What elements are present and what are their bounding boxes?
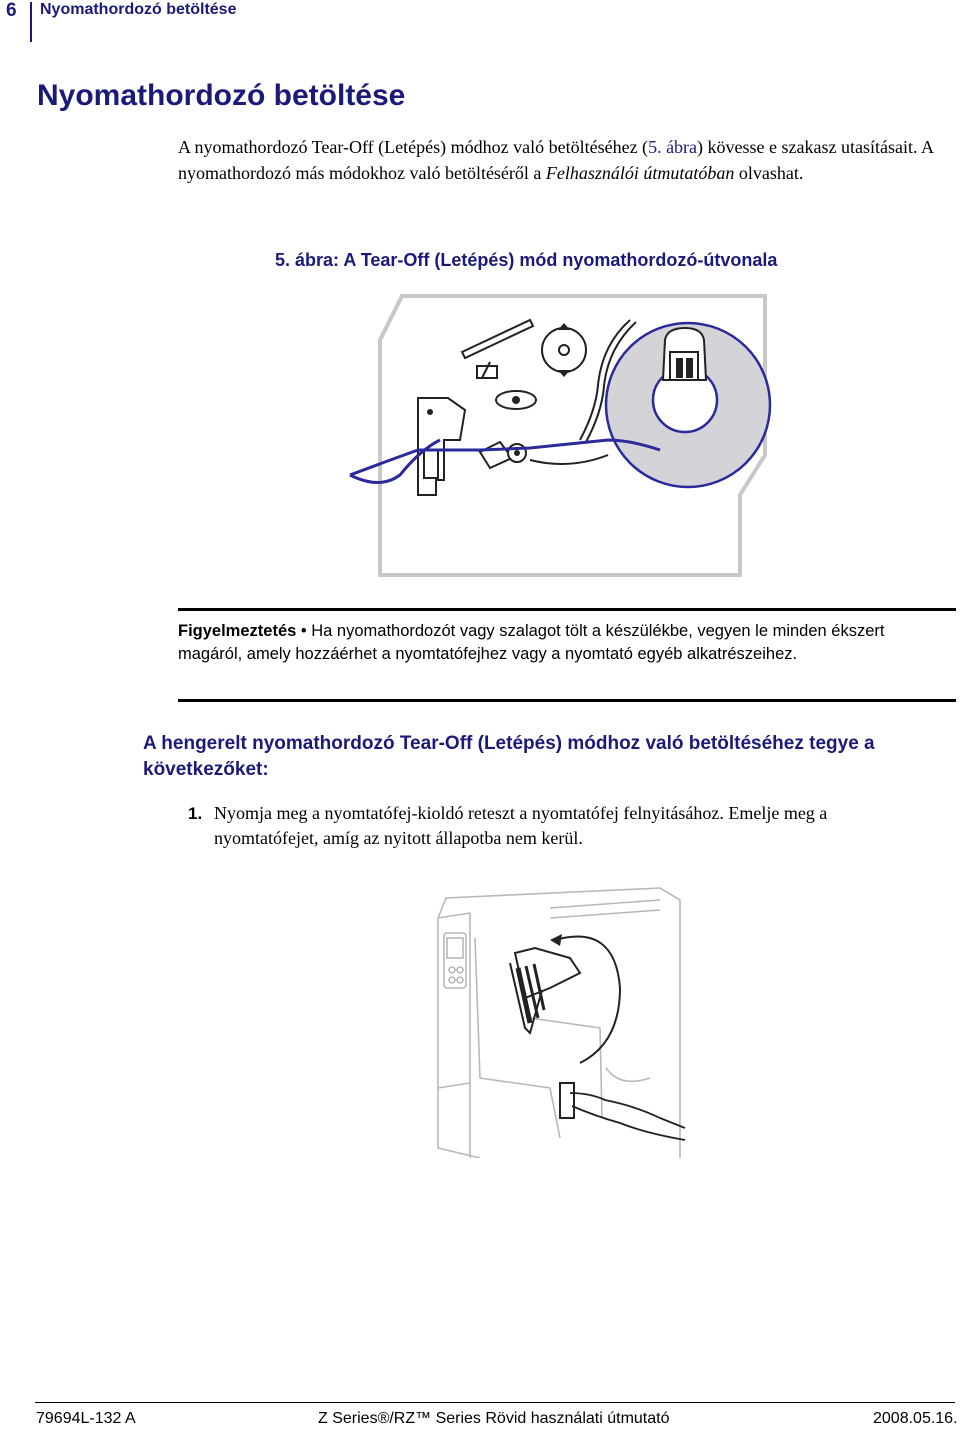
warning-note bbox=[178, 620, 948, 666]
footer-rule bbox=[35, 1402, 955, 1403]
warning-text: Ha nyomathordozót vagy szalagot tölt a készülékbe, vegyen le minden ékszert magáról, amely hozzáérhet a nyomtatófejhez vagy a nyomtató egyéb alkatrészeihez. bbox=[178, 622, 885, 663]
warning-label: Figyelmeztetés bbox=[178, 622, 297, 640]
procedure-heading: A hengerelt nyomathordozó Tear-Off (Letépés) módhoz való betöltéséhez tegye a következőket: bbox=[143, 733, 875, 780]
rotation-arrow bbox=[555, 936, 620, 1063]
page-title: Nyomathordozó betöltése bbox=[37, 79, 406, 112]
printhead-assembly-icon bbox=[418, 398, 465, 495]
header-divider bbox=[30, 2, 32, 42]
intro-text-1: A nyomathordozó Tear-Off (Letépés) módhoz való betöltéséhez ( bbox=[178, 137, 649, 157]
printhead-release-latch bbox=[560, 1083, 574, 1118]
figure-caption: 5. ábra: A Tear-Off (Letépés) mód nyomathordozó-útvonala bbox=[275, 250, 778, 270]
page-number: 6 bbox=[6, 0, 17, 21]
running-header-title: Nyomathordozó betöltése bbox=[40, 1, 237, 18]
footer-document-number: 79694L-132 A bbox=[36, 1410, 136, 1427]
media-path-diagram bbox=[340, 290, 780, 585]
intro-paragraph bbox=[178, 134, 948, 186]
footer-document-title: Z Series®/RZ™ Series Rövid használati útmutató bbox=[318, 1410, 670, 1427]
figure-5-link[interactable]: 5. ábra bbox=[648, 137, 698, 157]
step-text: Nyomja meg a nyomtatófej-kioldó reteszt a nyomtatófej felnyitásához. Emelje meg a nyomtatófejet, amíg az nyitott állapotba nem kerül. bbox=[214, 803, 828, 848]
step-number: 1. bbox=[188, 804, 203, 823]
printhead-open-illustration bbox=[430, 878, 690, 1158]
intro-text-2: ) kövesse e szakasz utasításait. A nyomathordozó más módokhoz való betöltéséről a bbox=[178, 137, 933, 183]
warning-bottom-rule bbox=[178, 699, 956, 702]
step-1 bbox=[188, 801, 918, 848]
hand-icon bbox=[570, 1093, 685, 1128]
intro-text-3: olvashat. bbox=[734, 163, 804, 183]
warning-top-rule bbox=[178, 608, 956, 611]
warning-bullet: • bbox=[296, 622, 312, 640]
footer-date: 2008.05.16. bbox=[873, 1410, 958, 1427]
user-guide-reference: Felhasználói útmutatóban bbox=[545, 163, 735, 183]
